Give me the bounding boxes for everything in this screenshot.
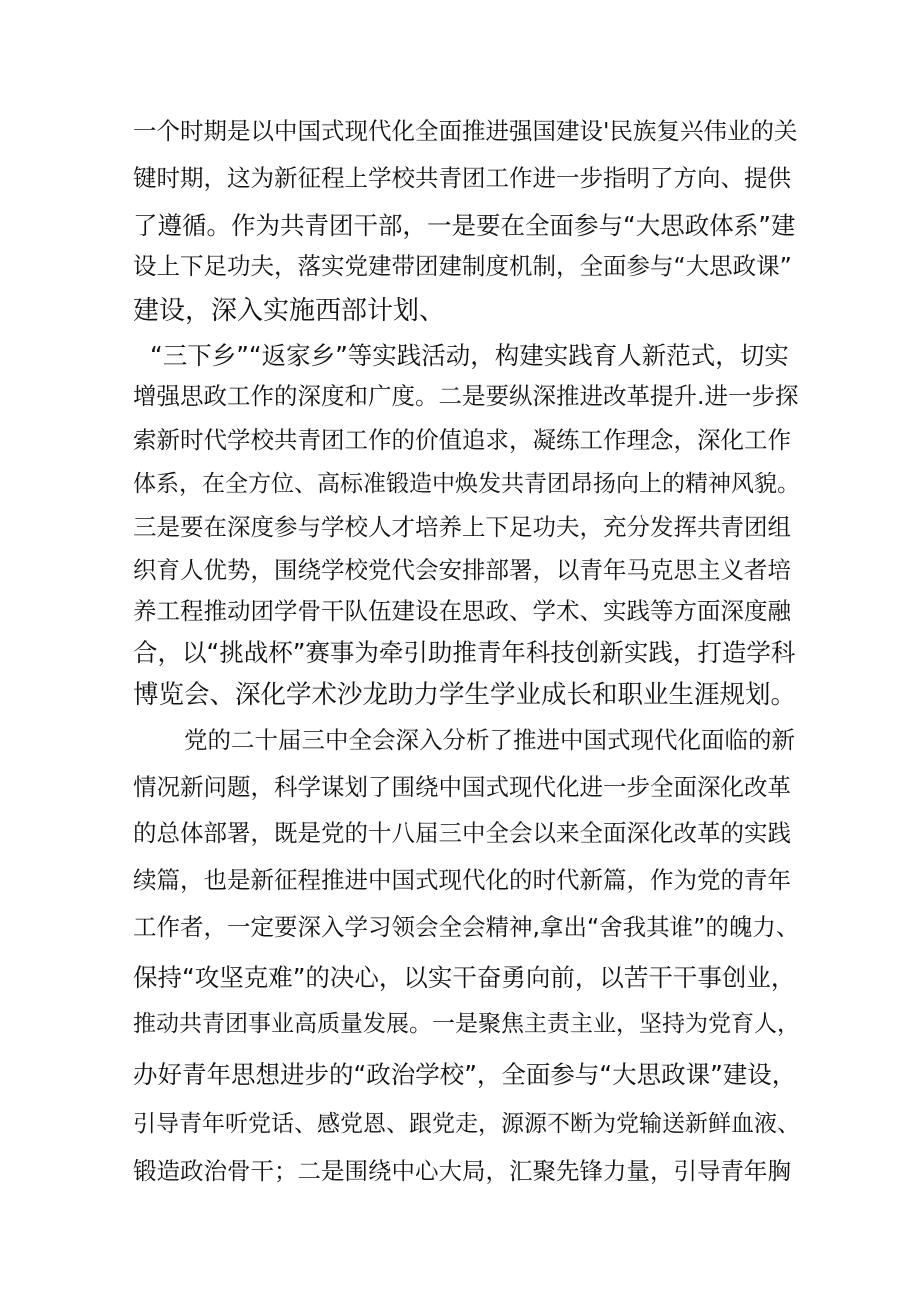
text-line: 博览会、深化学术沙龙助力学生学业成长和职业生涯规划。 [133, 680, 797, 710]
text-line: 增强思政工作的深度和广度。二是要纵深推进改革提升.进一步探 [133, 382, 799, 410]
text-line: 锻造政治骨干；二是围绕中心大局，汇聚先锋力量，引导青年胸 [133, 1157, 791, 1185]
text-line: “三下乡”“返家乡”等实践活动，构建实践育人新范式，切实 [150, 341, 789, 370]
text-line: 了遵循。作为共青团干部，一是要在全面参与“大思政体系”建 [133, 211, 796, 240]
text-line: 续篇，也是新征程推进中国式现代化的时代新篇，作为党的青年 [133, 866, 791, 894]
text-line: 引导青年听党话、感党恩、跟党走，源源不断为党输送新鲜血液、 [133, 1111, 800, 1137]
text-line: 办好青年思想进步的“政治学校”，全面参与“大思政课”建设， [133, 1060, 797, 1089]
text-line: 推动共青团事业高质量发展。一是聚焦主责主业，坚持为党育人， [133, 1011, 800, 1037]
text-line: 的总体部署，既是党的十八届三中全会以来全面深化改革的实践 [133, 819, 791, 847]
text-line: 建设，深入实施西部计划、 [133, 296, 446, 326]
text-line: 织育人优势，围绕学校党代会安排部署，以青年马克思主义者培 [133, 556, 791, 584]
text-line: 索新时代学校共青团工作的价值追求，凝练工作理念，深化工作 [133, 426, 791, 454]
text-line: 情况新问题，科学谋划了围绕中国式现代化进一步全面深化改革 [133, 773, 791, 801]
text-line: 体系，在全方位、高标准锻造中焕发共青团昂扬向上的精神风貌。 [133, 471, 800, 497]
text-line: 一个时期是以中国式现代化全面推进强国建设'民族复兴伟业的关 [133, 117, 798, 145]
text-line: 键时期，这为新征程上学校共青团工作进一步指明了方向、提供 [133, 164, 791, 192]
text-line: 合，以“挑战杯”赛事为牵引助推青年科技创新实践，打造学科 [133, 638, 796, 667]
text-line: 设上下足功夫，落实党建带团建制度机制，全面参与“大思政课” [133, 252, 792, 280]
paragraph-start-line: 党的二十届三中全会深入分析了推进中国式现代化面临的新 [184, 726, 795, 754]
text-line: 保持“攻坚克难”的决心，以实干奋勇向前，以苦干干事创业， [133, 963, 796, 992]
text-line: 工作者，一定要深入学习领会全会精神,拿出“舍我其谁”的魄力、 [133, 913, 800, 941]
text-line: 养工程推动团学骨干队伍建设在思政、学术、实践等方面深度融 [133, 597, 791, 625]
text-line: 三是要在深度参与学校人才培养上下足功夫，充分发挥共青团组 [133, 513, 791, 541]
